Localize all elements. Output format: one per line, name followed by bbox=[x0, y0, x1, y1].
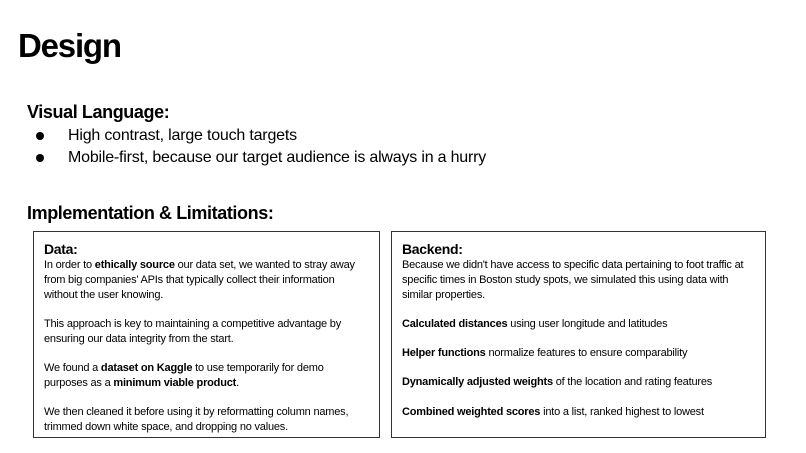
data-panel-title: Data: bbox=[44, 241, 78, 257]
backend-item-bold: Calculated distances bbox=[402, 317, 508, 330]
data-paragraph-kaggle bbox=[44, 361, 369, 391]
bullet-dot-icon bbox=[36, 132, 44, 140]
data-paragraph-ethics bbox=[44, 258, 369, 302]
bullet-text: High contrast, large touch targets bbox=[68, 127, 297, 144]
emphasis-ethically-source: ethically source bbox=[94, 259, 175, 271]
text-span: to use temporarily for demo purposes as a bbox=[44, 361, 324, 389]
emphasis-dataset-kaggle: dataset on Kaggle bbox=[100, 361, 193, 374]
data-panel bbox=[33, 231, 380, 438]
backend-item-text: into a list, ranked highest to lowest bbox=[540, 405, 704, 418]
bullet-item bbox=[36, 125, 486, 147]
backend-item bbox=[402, 405, 755, 420]
backend-item bbox=[402, 375, 755, 390]
visual-language-list bbox=[36, 125, 486, 169]
bullet-dot-icon bbox=[36, 154, 44, 162]
implementation-heading: Implementation & Limitations: bbox=[27, 203, 274, 223]
backend-intro: Because we didn't have access to specific data pertaining to foot traffic at specific times in Boston study spots, we simulated this using data with similar properties. bbox=[402, 259, 744, 301]
bullet-text: Mobile-first, because our target audience is always in a hurry bbox=[68, 149, 487, 166]
text-span: . bbox=[236, 376, 239, 389]
backend-panel-title: Backend: bbox=[402, 241, 463, 257]
text-span: We found a bbox=[44, 361, 101, 374]
data-paragraph-advantage: This approach is key to maintaining a competitive advantage by ensuring our data integrity from the start. bbox=[44, 317, 341, 345]
backend-item-text: using user longitude and latitudes bbox=[507, 317, 668, 330]
visual-language-heading: Visual Language: bbox=[27, 102, 170, 122]
slide-title: Design bbox=[18, 27, 121, 64]
bullet-item bbox=[36, 147, 486, 169]
backend-panel bbox=[391, 231, 766, 438]
data-paragraph-cleaning: We then cleaned it before using it by reformatting column names, trimmed down white space, and dropping no values. bbox=[44, 406, 349, 433]
text-span: In order to bbox=[44, 259, 95, 271]
backend-item-bold: Combined weighted scores bbox=[402, 405, 541, 418]
backend-item bbox=[402, 317, 755, 332]
backend-item bbox=[402, 346, 755, 361]
emphasis-mvp: minimum viable product bbox=[113, 376, 237, 389]
text-span: our data set, we wanted to stray away from big companies' APIs that typically collect their information without the user knowing. bbox=[44, 259, 355, 301]
backend-item-bold: Dynamically adjusted weights bbox=[402, 376, 553, 389]
backend-item-text: of the location and rating features bbox=[552, 376, 713, 389]
backend-item-text: normalize features to ensure comparability bbox=[485, 347, 688, 360]
backend-item-bold: Helper functions bbox=[402, 347, 486, 360]
